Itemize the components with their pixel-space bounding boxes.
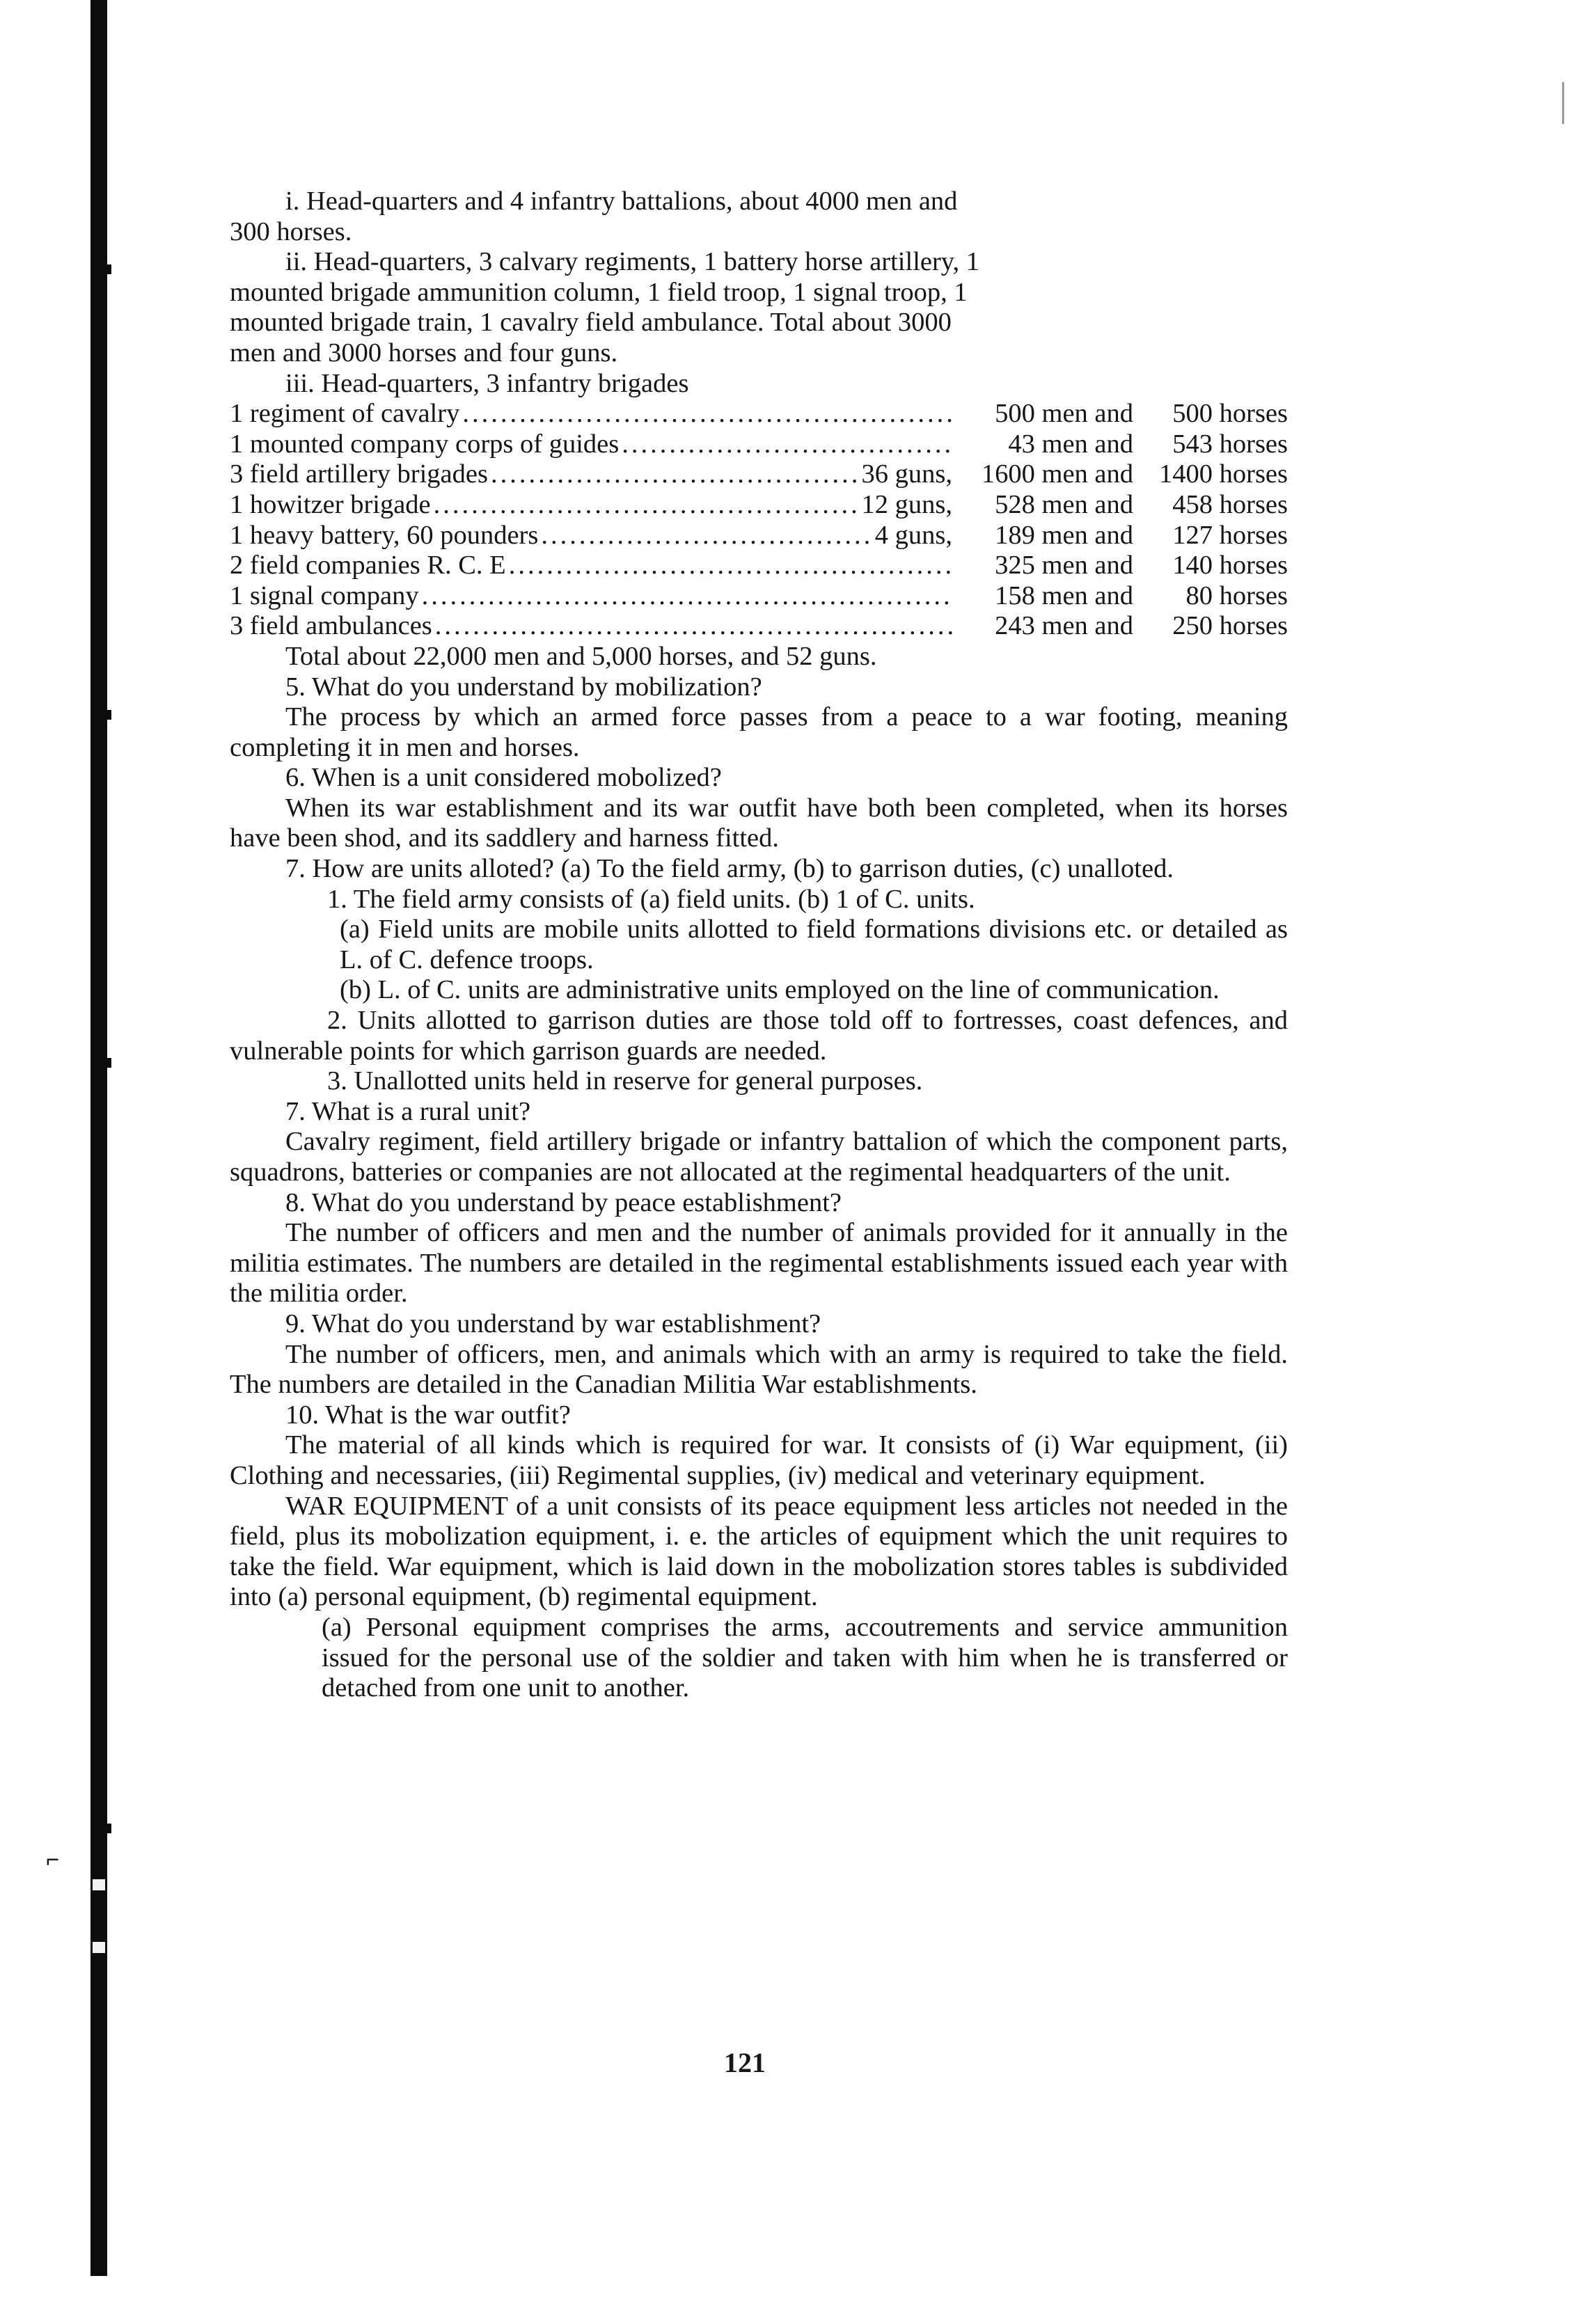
- horses-count: 543 horses: [1172, 429, 1288, 459]
- unit-name: 1 signal company: [230, 580, 419, 610]
- binding-gap: [93, 1879, 105, 1890]
- paragraph: When its war establishment and its war outfit have both been completed, when its horses have been shod, and its saddlery and harness fitted.: [230, 793, 1288, 853]
- paragraph: 7. What is a rural unit?: [285, 1096, 531, 1126]
- paragraph: 7. How are units alloted? (a) To the field army, (b) to garrison duties, (c) unalloted.: [285, 854, 1174, 884]
- page-number: 121: [724, 2047, 766, 2078]
- paragraph: The number of officers and men and the number of animals provided for it annually in the militia estimates. The numbers are detailed in the regimental establishments issued each year with the militia order.: [230, 1218, 1288, 1309]
- guns-count: 12 guns,: [861, 489, 952, 519]
- paragraph: men and 3000 horses and four guns.: [230, 338, 618, 367]
- paragraph: (a) Field units are mobile units allotted to field formations divisions etc. or detailed as L. of C. defence troops.: [340, 915, 1288, 974]
- unit-name: 1 heavy battery, 60 pounders: [230, 520, 539, 550]
- unit-name: 1 regiment of cavalry: [230, 399, 460, 429]
- men-count: 1600 men and: [981, 459, 1133, 489]
- men-count: 243 men and: [995, 611, 1133, 641]
- unit-name: 2 field companies R. C. E: [230, 551, 506, 580]
- unit-name: 1 mounted company corps of guides: [230, 429, 620, 459]
- paragraph: The material of all kinds which is required for war. It consists of (i) War equipment, (ii) Clothing and necessaries, (iii) Regimental supplies, (iv) medical and veterinary equipment.: [230, 1430, 1288, 1490]
- paragraph: 300 horses.: [230, 216, 352, 246]
- table-row: [230, 581, 1288, 612]
- unit-name: 1 howitzer brigade: [230, 489, 431, 519]
- paragraph: 1. The field army consists of (a) field units. (b) 1 of C. units.: [327, 884, 975, 914]
- horses-count: 127 horses: [1172, 520, 1288, 550]
- paragraph: mounted brigade train, 1 cavalry field ambulance. Total about 3000: [230, 308, 952, 338]
- paragraph: WAR EQUIPMENT of a unit consists of its peace equipment less articles not needed in the field, plus its mobolization equipment, i. e. the articles of equipment which the unit requires to take the field. War equipment, which is laid down in the mobolization stores tables is subdivided into (a) personal equipment, (b) regimental equipment.: [230, 1491, 1288, 1612]
- margin-mark: ⌐: [46, 1847, 60, 1873]
- page-binding-edge: [90, 0, 107, 2276]
- guns-count: 36 guns,: [861, 459, 952, 489]
- unit-name: 3 field artillery brigades: [230, 459, 488, 489]
- leader-dots: [538, 521, 874, 551]
- binding-mark: [106, 264, 111, 274]
- men-count: 528 men and: [995, 489, 1133, 519]
- leader-dots: [459, 399, 952, 429]
- leader-dots: [419, 581, 952, 612]
- leader-dots: [431, 490, 862, 521]
- leader-dots: [619, 429, 952, 460]
- binding-mark: [106, 1058, 111, 1068]
- binding-gap: [93, 1942, 105, 1953]
- paragraph: Cavalry regiment, field artillery brigade or infantry battalion of which the component parts, squadrons, batteries or companies are not allocated at the regimental headquarters of the unit.: [230, 1127, 1288, 1187]
- horses-count: 458 horses: [1172, 489, 1288, 519]
- paragraph: (a) Personal equipment comprises the arms, accoutrements and service ammunition issued for the personal use of the soldier and taken with him when he is transferred or detached from one unit to another.: [322, 1612, 1288, 1703]
- paragraph: iii. Head-quarters, 3 infantry brigades: [285, 368, 689, 398]
- leader-dots: [506, 551, 952, 581]
- paragraph: The number of officers, men, and animals which with an army is required to take the field. The numbers are detailed in the Canadian Militia War establishments.: [230, 1339, 1288, 1400]
- paragraph: Total about 22,000 men and 5,000 horses, and 52 guns.: [285, 641, 877, 671]
- binding-mark: [106, 710, 111, 720]
- men-count: 189 men and: [995, 520, 1133, 550]
- table-row: [230, 521, 1288, 551]
- paragraph: 5. What do you understand by mobilization?: [285, 672, 762, 702]
- paragraph: i. Head-quarters and 4 infantry battalions, about 4000 men and: [285, 187, 958, 216]
- units-table: [230, 399, 1288, 642]
- intro-section: [230, 187, 1288, 399]
- horses-count: 80 horses: [1185, 580, 1288, 610]
- men-count: 500 men and: [995, 399, 1133, 429]
- paragraph: 6. When is a unit considered mobolized?: [285, 763, 722, 793]
- binding-mark: [106, 1824, 111, 1833]
- page-text: [230, 187, 1288, 1704]
- paragraph: (b) L. of C. units are administrative units employed on the line of communication.: [340, 975, 1220, 1005]
- table-row: [230, 429, 1288, 460]
- leader-dots: [488, 459, 862, 490]
- leader-dots: [432, 611, 952, 642]
- unit-name: 3 field ambulances: [230, 611, 432, 641]
- paragraph: 9. What do you understand by war establishment?: [285, 1309, 821, 1338]
- table-row: [230, 490, 1288, 521]
- guns-count: 4 guns,: [874, 520, 952, 550]
- table-row: [230, 611, 1288, 642]
- paragraph: 2. Units allotted to garrison duties are those told off to fortresses, coast defences, and vulnerable points for which garrison guards are needed.: [230, 1006, 1288, 1066]
- table-row: [230, 459, 1288, 490]
- paragraph: 10. What is the war outfit?: [285, 1400, 571, 1430]
- men-count: 325 men and: [995, 551, 1133, 580]
- paragraph: 8. What do you understand by peace establishment?: [285, 1187, 842, 1217]
- horses-count: 250 horses: [1172, 611, 1288, 641]
- men-count: 43 men and: [1008, 429, 1133, 459]
- horses-count: 500 horses: [1172, 399, 1288, 429]
- edge-mark: [1562, 82, 1564, 124]
- table-row: [230, 551, 1288, 581]
- men-count: 158 men and: [995, 580, 1133, 610]
- body-section: [230, 642, 1288, 1704]
- table-row: [230, 399, 1288, 429]
- paragraph: The process by which an armed force passes from a peace to a war footing, meaning completing it in men and horses.: [230, 702, 1288, 762]
- paragraph: mounted brigade ammunition column, 1 field troop, 1 signal troop, 1: [230, 277, 968, 307]
- paragraph: 3. Unallotted units held in reserve for general purposes.: [327, 1066, 923, 1096]
- horses-count: 140 horses: [1172, 551, 1288, 580]
- paragraph: ii. Head-quarters, 3 calvary regiments, 1 battery horse artillery, 1: [285, 247, 980, 277]
- horses-count: 1400 horses: [1159, 459, 1288, 489]
